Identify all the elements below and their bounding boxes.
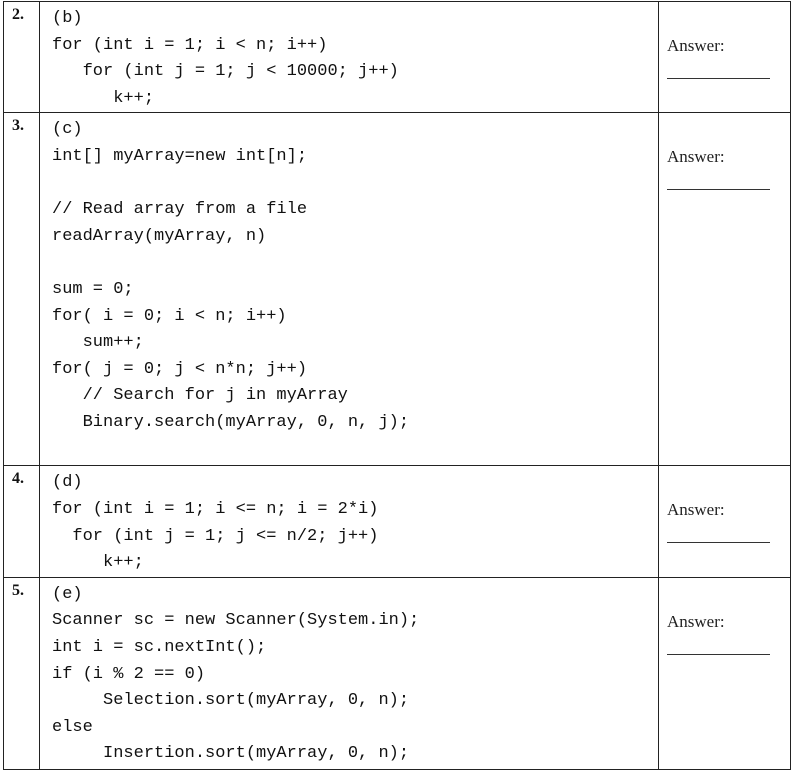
- answer-label: Answer:: [667, 36, 725, 55]
- answer-blank[interactable]: [667, 654, 770, 655]
- code-line: for (int i = 1; i < n; i++): [52, 35, 328, 55]
- question-number: 4.: [4, 466, 40, 577]
- question-row-4: [4, 466, 791, 577]
- code-line: else: [52, 717, 93, 737]
- code-line: sum++;: [52, 333, 144, 353]
- questions-table: [3, 1, 791, 770]
- question-row-3: [4, 113, 791, 466]
- answer-cell[interactable]: [659, 113, 791, 466]
- answer-blank[interactable]: [667, 542, 770, 543]
- answer-label: Answer:: [667, 611, 725, 631]
- question-row-5: [4, 577, 791, 769]
- code-line: for (int j = 1; j < 10000; j++): [52, 62, 399, 82]
- question-number: 2.: [4, 2, 40, 113]
- code-line: // Read array from a file: [52, 200, 308, 220]
- code-block: [40, 113, 659, 466]
- answer-cell[interactable]: [659, 577, 791, 769]
- code-line: [52, 171, 658, 198]
- question-number: 5.: [4, 577, 40, 769]
- code-line: readArray(myArray, n): [52, 226, 267, 246]
- question-number: 3.: [4, 113, 40, 466]
- code-line: k++;: [52, 553, 144, 573]
- answer-label: Answer:: [667, 147, 725, 167]
- code-line: (e): [52, 584, 83, 604]
- code-block: [40, 466, 659, 577]
- code-line: (d): [52, 473, 83, 493]
- code-line: for( j = 0; j < n*n; j++): [52, 359, 308, 379]
- code-line: Selection.sort(myArray, 0, n);: [52, 691, 410, 711]
- code-line: if (i % 2 == 0): [52, 664, 206, 684]
- code-block: [40, 577, 659, 769]
- code-line: int i = sc.nextInt();: [52, 637, 267, 657]
- code-line: (b): [52, 9, 83, 28]
- code-line: for (int i = 1; i <= n; i = 2*i): [52, 499, 379, 519]
- code-line: for( i = 0; i < n; i++): [52, 306, 287, 326]
- answer-cell[interactable]: [659, 2, 791, 113]
- code-line: Scanner sc = new Scanner(System.in);: [52, 611, 420, 631]
- answer-blank[interactable]: [667, 189, 770, 190]
- answer-label: Answer:: [667, 500, 725, 520]
- code-line: // Search for j in myArray: [52, 386, 348, 406]
- question-row-2: [4, 2, 791, 113]
- code-line: k++;: [52, 88, 155, 108]
- answer-blank[interactable]: [667, 78, 770, 79]
- code-line: sum = 0;: [52, 279, 134, 299]
- code-line: int[] myArray=new int[n];: [52, 146, 308, 166]
- code-block: [40, 2, 659, 113]
- code-line: Insertion.sort(myArray, 0, n);: [52, 744, 410, 764]
- code-line: (c): [52, 120, 83, 140]
- code-line: Binary.search(myArray, 0, n, j);: [52, 412, 410, 432]
- code-line: for (int j = 1; j <= n/2; j++): [52, 526, 379, 546]
- code-line: [52, 250, 658, 277]
- answer-cell[interactable]: [659, 466, 791, 577]
